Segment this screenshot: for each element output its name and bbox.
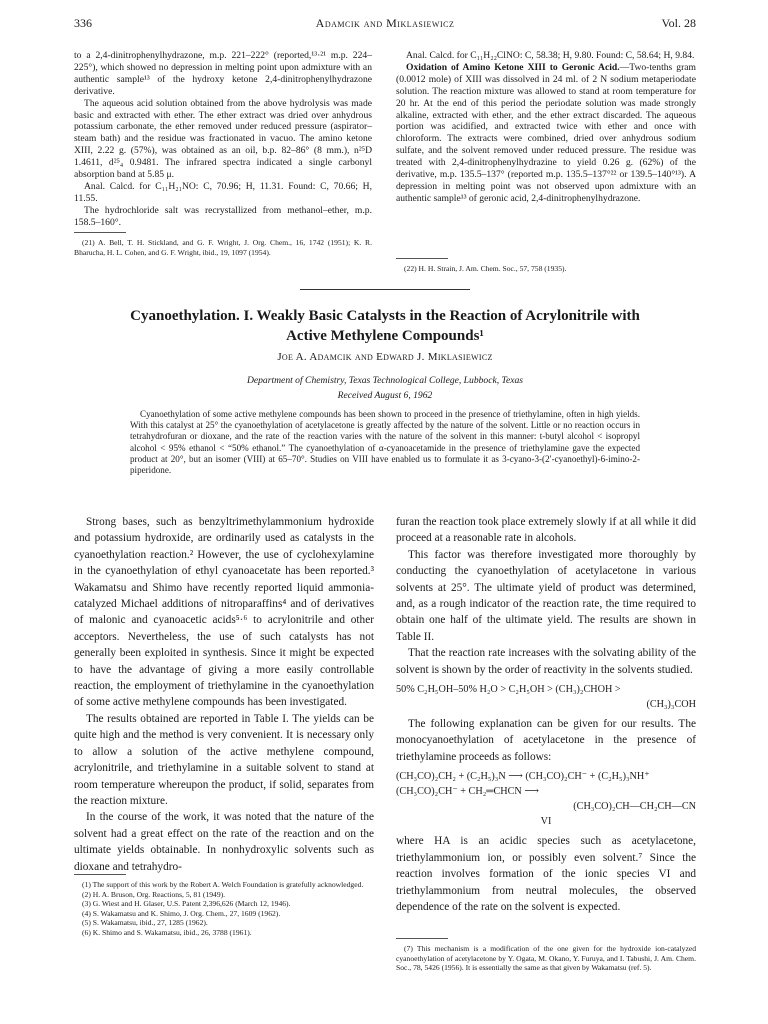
volume-label: Vol. 28 <box>661 16 696 30</box>
footnote-rule <box>74 232 126 233</box>
paragraph: Anal. Calcd. for C₁₁H₂₂ClNO: C, 58.38; H, 9.80. Found: C, 58.64; H, 9.84. <box>406 50 695 61</box>
paragraph: In the course of the work, it was noted that the nature of the solvent had a great effect on the rate of the reaction and on the ultimate yields obtainable. In nonhydroxylic solvents such as dioxane and tetrahydro- <box>74 811 374 873</box>
footnote: (1) The support of this work by the Robert A. Welch Foundation is gratefully acknowledged. <box>82 880 364 889</box>
footnote: (4) S. Wakamatsu and K. Shimo, J. Org. Chem., 27, 1609 (1962). <box>82 908 281 918</box>
footnote-22: (22) H. H. Strain, J. Am. Chem. Soc., 57, 758 (1935). <box>404 264 567 273</box>
article-title: Cyanoethylation. I. Weakly Basic Catalysts in the Reaction of Acrylonitrile with Active Methylene Compounds¹ <box>130 308 640 344</box>
paragraph: Oxidation of Amino Ketone XIII to Geronic Acid.—Two-tenths gram (0.0012 mole) of XIII was dissolved in 24 ml. of 2 N sodium metaperiodate solution. The reaction mixture was allowed to stand at room temperature for 20 hr. At the end of this period the periodate solution was made strongly alkaline, extracted with ether, and the ether extract discarded. The aqueous portion was acidified, and extracted twice with ether and once with chloroform. The extracts were combined, dried over anhydrous sodium sulfate, and the solvent removed under reduced pressure. The residue was treated with 2,4-dinitrophenylhydrazine to yield 0.26 g. (62%) of the derivative, m.p. 135.5–137° (reported m.p. 135.5–137°²² or 139.5–140°¹³). A depression in melting point was not observed upon admixture with an authentic sample¹³ of geronic acid, 2,4-dinitrophenylhydrazone. <box>396 61 696 204</box>
article-separator <box>300 289 470 290</box>
running-title: Adamcik and Miklasiewicz <box>315 16 455 30</box>
footnote-rule <box>74 874 126 875</box>
paragraph: The results obtained are reported in Table I. The yields can be quite high and the method is very convenient. It is necessary only to allow a solution of the active methylene compound, acrylonitrile, and triethylamine in a suitable solvent to stand at room temperature whereupon the product, if solid, separates from the reaction mixture. <box>74 712 374 807</box>
paragraph: This factor was therefore investigated more thoroughly by conducting the cyanoethylation of acetylacetone in various solvents at 25°. The ultimate yield of product was determined, and, as a rough indicator of the reaction rate, the time required to obtain one half of the ultimate yield. The results are shown in Table II. <box>396 548 696 643</box>
abstract: Cyanoethylation of some active methylene compounds has been shown to proceed in the presence of triethylamine, often in high yields. With this catalyst at 25° the cyanoethylation of acetylacetone is greatly affected by the nature of the solvent. Little or no reaction occurs in tetrahydrofuran or dioxane, and the rate of the reaction varies with the nature of the solvent in this manner: t-butyl alcohol < isopropyl alcohol < 95% ethanol < “50% ethanol.” The cyanoethylation of α-cyanoacetamide in the presence of triethylamine gave the expected product at 20°, but an isomer (VIII) at 65–70°. Studies on VIII have enabled us to formulate it as 3-cyano-3-(2′-cyanoethyl)-6-imino-2-piperidone. <box>130 409 640 476</box>
footnote: (3) G. Wiest and H. Glaser, U.S. Patent 2,396,626 (March 12, 1946). <box>82 899 291 909</box>
prev-article-left-column <box>74 50 372 229</box>
paragraph: The aqueous acid solution obtained from the above hydrolysis was made basic and extracted with ether. The ether extract was dried over anhydrous potassium carbonate, the ether removed under reduced pressure (aspirator–steam bath) and the residue was fractionated in vacuo. The amino ketone XIII, 2.22 g. (57%), was obtained as an oil, b.p. 82–86° (8 mm.), n²⁵D 1.4611, d²⁵₄ 0.9481. The infrared spectra indicated a single carbonyl absorption band at 5.85 μ. <box>74 97 372 181</box>
paragraph: The hydrochloride salt was recrystallized from methanol–ether, m.p. 158.5–160°. <box>74 204 372 228</box>
section-heading: Oxidation of Amino Ketone XIII to Geronic Acid. <box>406 61 620 73</box>
footnotes-left <box>74 880 374 938</box>
paragraph: Anal. Calcd. for C₁₁H₂₁NO: C, 70.96; H, 11.31. Found: C, 70.66; H, 11.55. <box>74 180 372 204</box>
received-date: Received August 6, 1962 <box>337 390 433 401</box>
equation-solvent-order: 50% C₂H₅OH–50% H₂O > C₂H₅OH > (CH₃)₂CHOH > (CH₃)₃COH <box>396 684 696 711</box>
paragraph: furan the reaction took place extremely slowly if at all while it did proceed at a reasonable rate in alcohols. <box>396 516 696 545</box>
compound-label: VI <box>540 816 552 828</box>
footnote-21: (21) A. Bell, T. H. Stickland, and G. F. Wright, J. Org. Chem., 16, 1742 (1951); K. R. Bharucha, H. L. Cohen, and G. F. Wright, ibid., 19, 1097 (1954). <box>74 238 372 257</box>
equation-mechanism: (CH₃CO)₂CH₂ + (C₂H₅)₃N ⟶ (CH₃CO)₂CH⁻ + (C₂H₅)₃NH⁺ (CH₃CO)₂CH⁻ + CH₂═CHCN ⟶ (CH₃CO)₂CH—CH₂CH—CN VI <box>396 771 696 828</box>
affiliation: Department of Chemistry, Texas Technological College, Lubbock, Texas <box>246 375 524 386</box>
body-right-column <box>396 514 696 915</box>
running-header <box>74 16 696 34</box>
body-left-column <box>74 514 374 875</box>
footnote-rule <box>396 258 448 259</box>
footnote: (6) K. Shimo and S. Wakamatsu, ibid., 26, 3788 (1961). <box>82 927 252 937</box>
paragraph: Strong bases, such as benzyltrimethylammonium hydroxide and potassium hydroxide, are ordinarily used as catalysts in the cyanoethylation reaction.² However, the use of cyclohexylamine in the cyanoethylation of ethyl cyanoacetate has been reported.³ Wakamatsu and Shimo have recently reported liquid ammonia-catalyzed Michael additions of nitroparaffins⁴ and of derivatives of malonic and cyanoacetic acids⁵·⁶ to acrylonitrile and other acceptors. Nevertheless, the use of such catalysts has not generally been exploited in synthesis. Since it might be expected to have the advantage of giving a more easily controllable reaction, the employment of triethylamine in the cyanoethylation of some active methylene compounds has been investigated. <box>74 516 374 709</box>
prev-article-right-column <box>396 50 696 205</box>
footnote-rule <box>396 938 448 939</box>
footnote: (2) H. A. Bruson, Org. Reactions, 5, 81 (1949). <box>82 889 226 899</box>
page-number: 336 <box>74 16 92 30</box>
authors: Joe A. Adamcik and Edward J. Miklasiewicz <box>277 351 493 363</box>
paragraph: to a 2,4-dinitrophenylhydrazone, m.p. 221–222° (reported,¹³·²¹ m.p. 224–225°), which showed no depression in melting point upon admixture with an authentic sample¹³ of the hydroxy ketone 2,4-dinitrophenylhydrazone derivative. <box>74 50 372 97</box>
footnote: (5) S. Wakamatsu, ibid., 27, 1285 (1962). <box>82 918 208 928</box>
paragraph: The following explanation can be given for our results. The monocyanoethylation of acetylacetone in the presence of triethylamine proceeds as follows: <box>396 718 696 763</box>
paragraph: That the reaction rate increases with the solvating ability of the solvent is shown by the order of reactivity in the solvents studied. <box>396 647 696 676</box>
paragraph: where HA is an acidic species such as acetylacetone, triethylammonium ion, or possibly even solvent.⁷ Since the reaction involves formation of the ionic species VI and triethylammonium from neutral molecules, the observed dependence of the rate on the solvent is expected. <box>396 835 696 913</box>
footnote-7: (7) This mechanism is a modification of the one given for the hydroxide ion-catalyzed cyanoethylation of acetylacetone by Y. Ogata, M. Okano, Y. Furuya, and I. Tabushi, J. Am. Chem. Soc., 78, 5426 (1956). It is essentially the same as that given by Wakamatsu (ref. 5). <box>396 944 696 973</box>
